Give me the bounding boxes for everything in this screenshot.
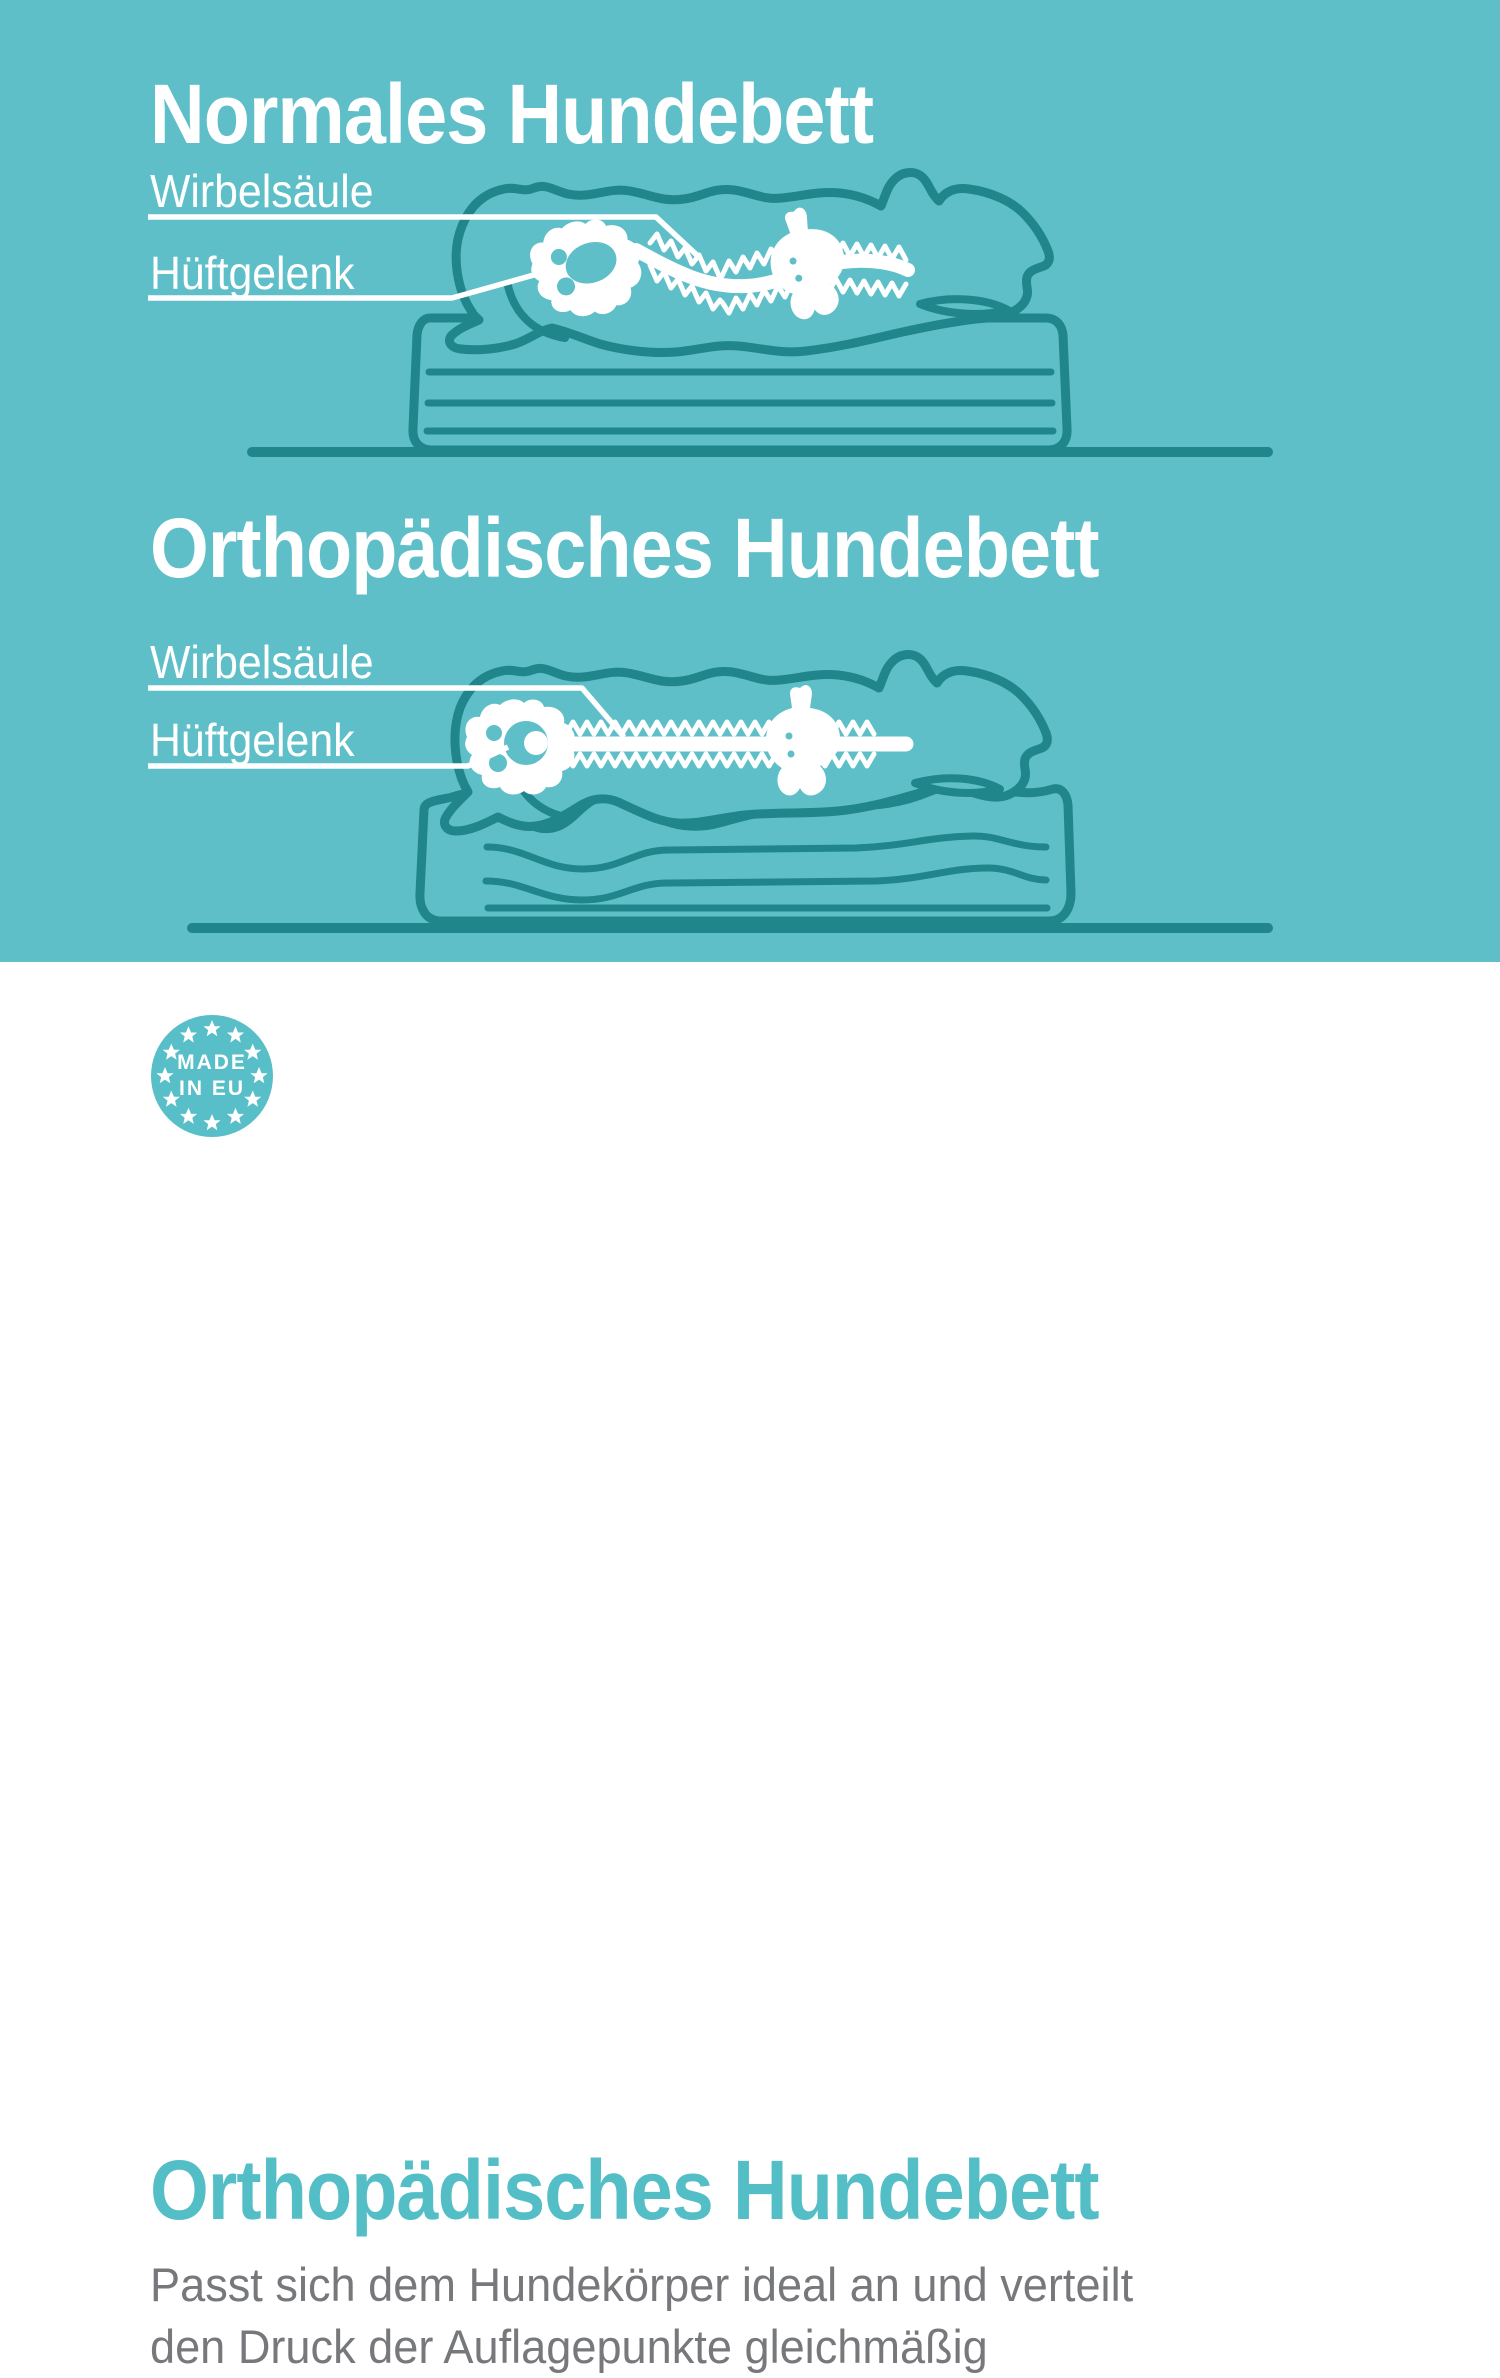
spine-label-normal: Wirbelsäule xyxy=(150,165,374,217)
dog-front-paw-normal xyxy=(920,299,1008,314)
made-in-eu-text: MADE IN EU xyxy=(177,1050,247,1100)
normal-bed-title xyxy=(150,67,953,161)
ortho-bed-title-text: Orthopädisches Hundebett xyxy=(150,501,1099,595)
footer-description xyxy=(150,2254,1174,2378)
footer-description-line2: den Druck der Auflagepunkte gleichmäßig xyxy=(150,2320,988,2374)
footer-headline: Orthopädisches Hundebett xyxy=(150,2143,1099,2237)
comparison-section xyxy=(0,0,1500,962)
footer-description-line1: Passt sich dem Hundekörper ideal an und verteilt xyxy=(150,2258,1134,2311)
spine-label-ortho: Wirbelsäule xyxy=(150,636,374,688)
normal-bed-illustration xyxy=(413,173,1067,450)
hip-label-ortho: Hüftgelenk xyxy=(150,714,355,766)
footer-section xyxy=(0,962,1500,2374)
normal-bed-title-text: Normales Hundebett xyxy=(150,67,874,161)
femur-head-seated xyxy=(524,731,548,755)
made-in-eu-badge xyxy=(150,1014,274,1138)
ortho-bed-title xyxy=(150,501,1204,595)
ortho-bed-illustration xyxy=(420,655,1071,921)
dog-front-paw-ortho xyxy=(915,778,1000,793)
hip-label-normal: Hüftgelenk xyxy=(150,247,355,299)
